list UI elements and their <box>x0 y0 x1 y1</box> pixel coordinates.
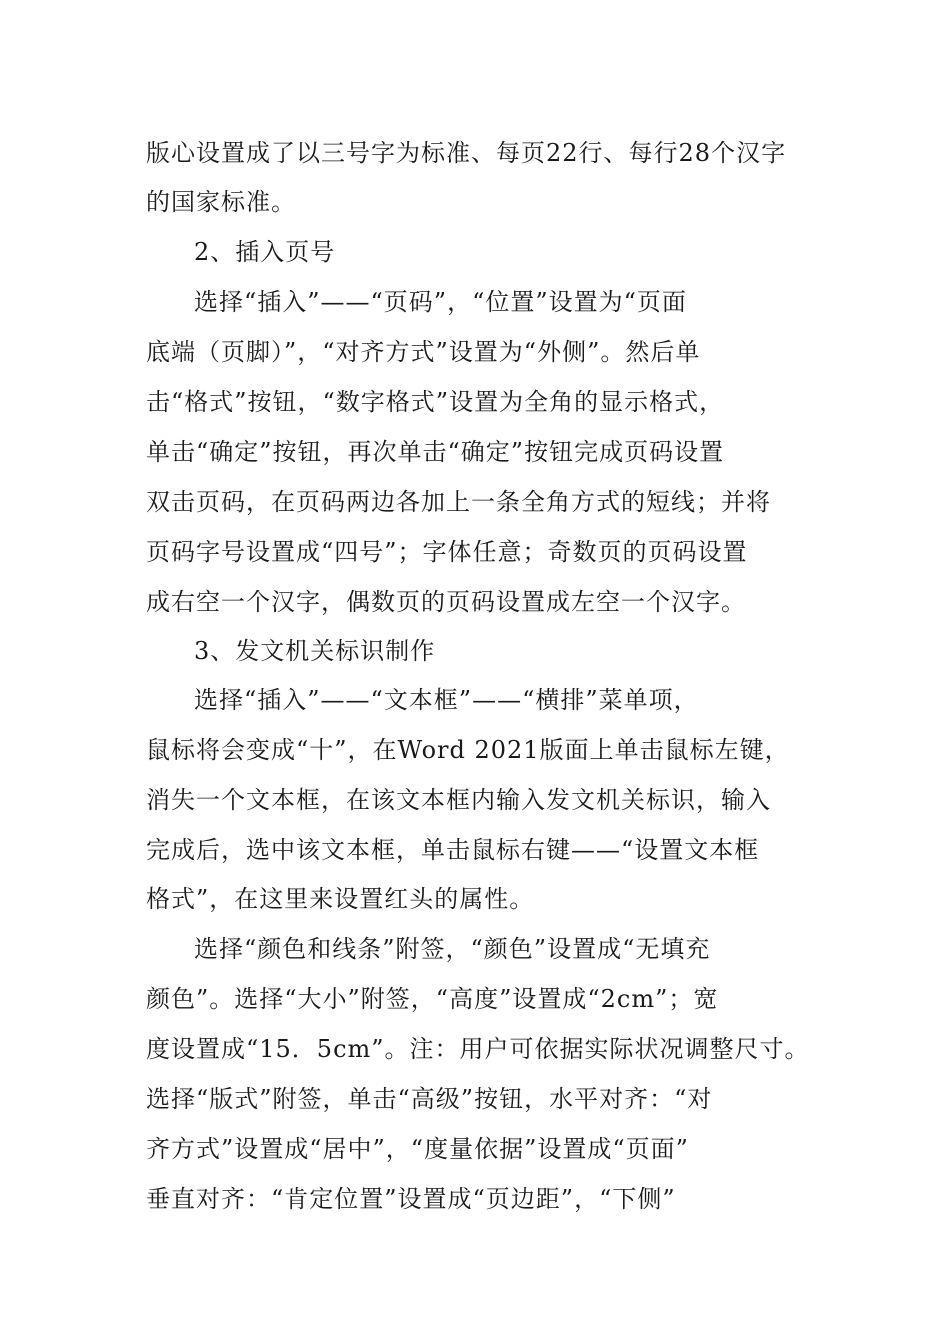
text-line: 鼠标将会变成“十”，在Word 2021版面上单击鼠标左键， <box>146 736 790 764</box>
text-line: 双击页码，在页码两边各加上一条全角方式的短线；并将 <box>146 488 771 516</box>
text-line: 击“格式”按钮，“数字格式”设置为全角的显示格式， <box>146 388 725 416</box>
section-heading: 3、发文机关标识制作 <box>194 637 436 665</box>
text-line: 版心设置成了以三号字为标准、每页22行、每行28个汉字 <box>146 139 787 167</box>
text-line: 选择“插入”——“页码”，“位置”设置为“页面 <box>194 288 687 316</box>
text-line: 垂直对齐：“肯定位置”设置成“页边距”，“下侧” <box>146 1185 676 1213</box>
text-line: 页码字号设置成“四号”；字体任意；奇数页的页码设置 <box>146 538 748 566</box>
text-line: 的国家标准。 <box>146 188 296 216</box>
text-line: 成右空一个汉字，偶数页的页码设置成左空一个汉字。 <box>146 588 746 616</box>
text-line: 选择“版式”附签，单击“高级”按钮，水平对齐：“对 <box>146 1085 713 1113</box>
text-line: 消失一个文本框，在该文本框内输入发文机关标识，输入 <box>146 786 771 814</box>
text-line: 度设置成“15．5cm”。注：用户可依据实际状况调整尺寸。 <box>146 1035 810 1063</box>
text-line: 完成后，选中该文本框，单击鼠标右键——“设置文本框 <box>146 836 760 864</box>
text-line: 选择“颜色和线条”附签，“颜色”设置成“无填充 <box>194 935 711 963</box>
text-line: 格式”，在这里来设置红头的属性。 <box>146 885 535 913</box>
text-line: 颜色”。选择“大小”附签，“高度”设置成“2cm”；宽 <box>146 985 719 1013</box>
text-line: 底端（页脚）”，“对齐方式”设置为“外侧”。然后单 <box>146 338 701 366</box>
section-heading: 2、插入页号 <box>194 238 336 266</box>
text-line: 单击“确定”按钮，再次单击“确定”按钮完成页码设置 <box>146 438 725 466</box>
text-line: 齐方式”设置成“居中”，“度量依据”设置成“页面” <box>146 1135 689 1163</box>
text-line: 选择“插入”——“文本框”——“横排”菜单项， <box>194 686 699 714</box>
